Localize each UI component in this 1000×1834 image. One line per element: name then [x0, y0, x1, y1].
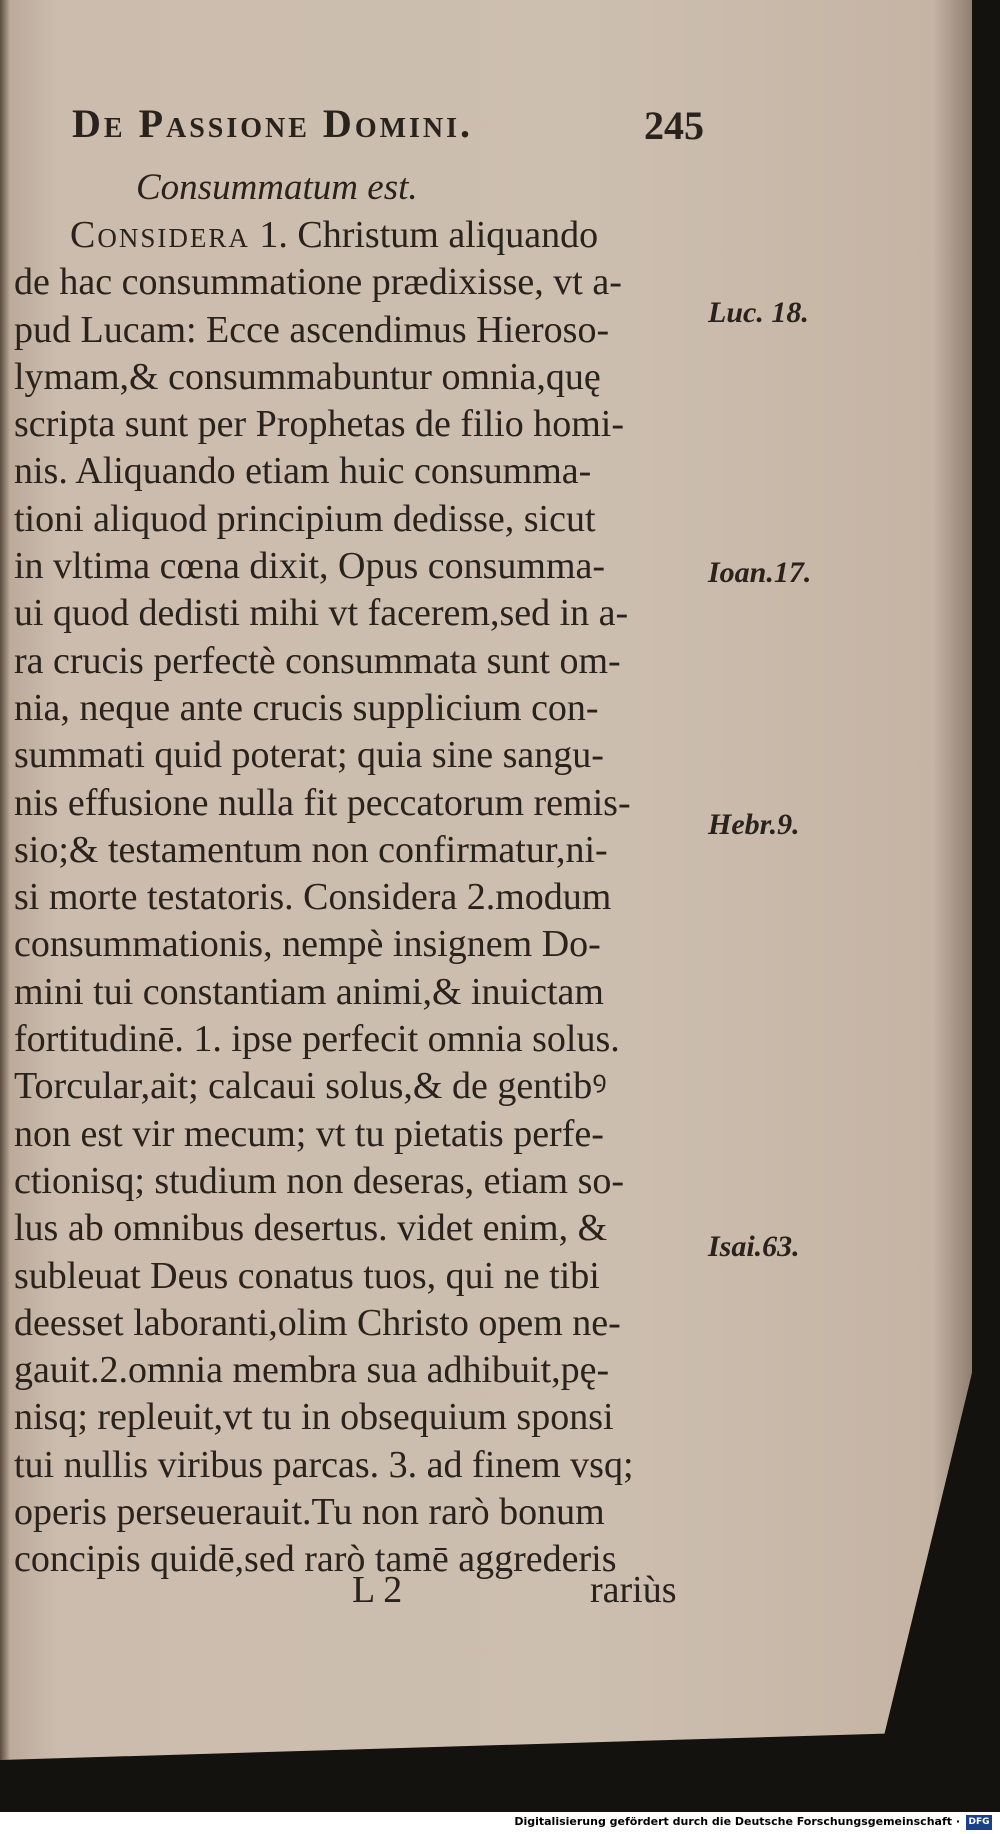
lead-word: Considera — [70, 214, 250, 256]
text-line: scripta sunt per Prophetas de filio homi- — [14, 403, 624, 446]
text-line: deesset laboranti,olim Christo opem ne- — [14, 1301, 621, 1344]
text-line: nia, neque ante crucis supplicium con- — [14, 686, 599, 729]
text-line: lus ab omnibus desertus. videt enim, & — [14, 1207, 608, 1250]
text-line: operis perseuerauit.Tu non rarò bonum — [14, 1491, 605, 1534]
text-line: lymam,& consummabuntur omnia,quę — [14, 355, 601, 398]
funding-credit: Digitalisierung gefördert durch die Deutsche Forschungsgemeinschaft · — [514, 1815, 960, 1828]
text-line: nis. Aliquando etiam huic consumma- — [14, 450, 592, 493]
text-line: si morte testatoris. Considera 2.modum — [14, 876, 612, 919]
signature-mark: L 2 — [352, 1569, 403, 1611]
text-line: de hac consummatione prædixisse, vt a- — [14, 261, 622, 304]
text-line: mini tui constantiam animi,& inuictam — [14, 970, 604, 1013]
dfg-logo-icon: DFG — [966, 1815, 992, 1830]
text-line: ra crucis perfectè consummata sunt om- — [14, 639, 621, 682]
text-line: sio;& testamentum non confirmatur,ni- — [14, 828, 608, 871]
running-head: De Passione Domini. — [72, 101, 474, 146]
page-number: 245 — [644, 103, 704, 148]
margin-note-hebrews: Hebr.9. — [708, 808, 800, 841]
footer-bar — [0, 1812, 1000, 1834]
text-line — [14, 212, 704, 259]
margin-note-luke: Luc. 18. — [708, 296, 809, 329]
margin-note-isaiah: Isai.63. — [708, 1230, 800, 1263]
text-line: tui nullis viribus parcas. 3. ad finem vsq; — [14, 1443, 634, 1486]
text-line: nisq; repleuit,vt tu in obsequium sponsi — [14, 1396, 614, 1439]
text-line: subleuat Deus conatus tuos, qui ne tibi — [14, 1254, 600, 1297]
text-line: summati quid poterat; quia sine sangu- — [14, 734, 604, 777]
text-line: pud Lucam: Ecce ascendimus Hieroso- — [14, 308, 610, 351]
first-line-rest: 1. Christum aliquando — [249, 214, 599, 256]
text-line: fortitudinē. 1. ipse perfecit omnia solus. — [14, 1018, 620, 1061]
margin-note-john: Ioan.17. — [708, 556, 812, 589]
catchword: rariùs — [590, 1569, 677, 1611]
text-line: Torcular,ait; calcaui solus,& de gentibꝰ — [14, 1065, 607, 1108]
text-line: consummationis, nempè insignem Do- — [14, 923, 601, 966]
text-line: ui quod dedisti mihi vt facerem,sed in a- — [14, 592, 629, 635]
text-line: ctionisq; studium non deseras, etiam so- — [14, 1159, 625, 1202]
text-line: gauit.2.omnia membra sua adhibuit,pę- — [14, 1349, 610, 1392]
text-line: nis effusione nulla fit peccatorum remis- — [14, 781, 631, 824]
text-line: concipis quidē,sed rarò tamē aggrederis — [14, 1538, 617, 1581]
text-line: tioni aliquod principium dedisse, sicut — [14, 497, 596, 540]
body-text — [14, 212, 704, 1584]
text-line: non est vir mecum; vt tu pietatis perfe- — [14, 1112, 604, 1155]
section-title: Consummatum est. — [136, 167, 418, 208]
text-line: in vltima cœna dixit, Opus consumma- — [14, 545, 606, 588]
